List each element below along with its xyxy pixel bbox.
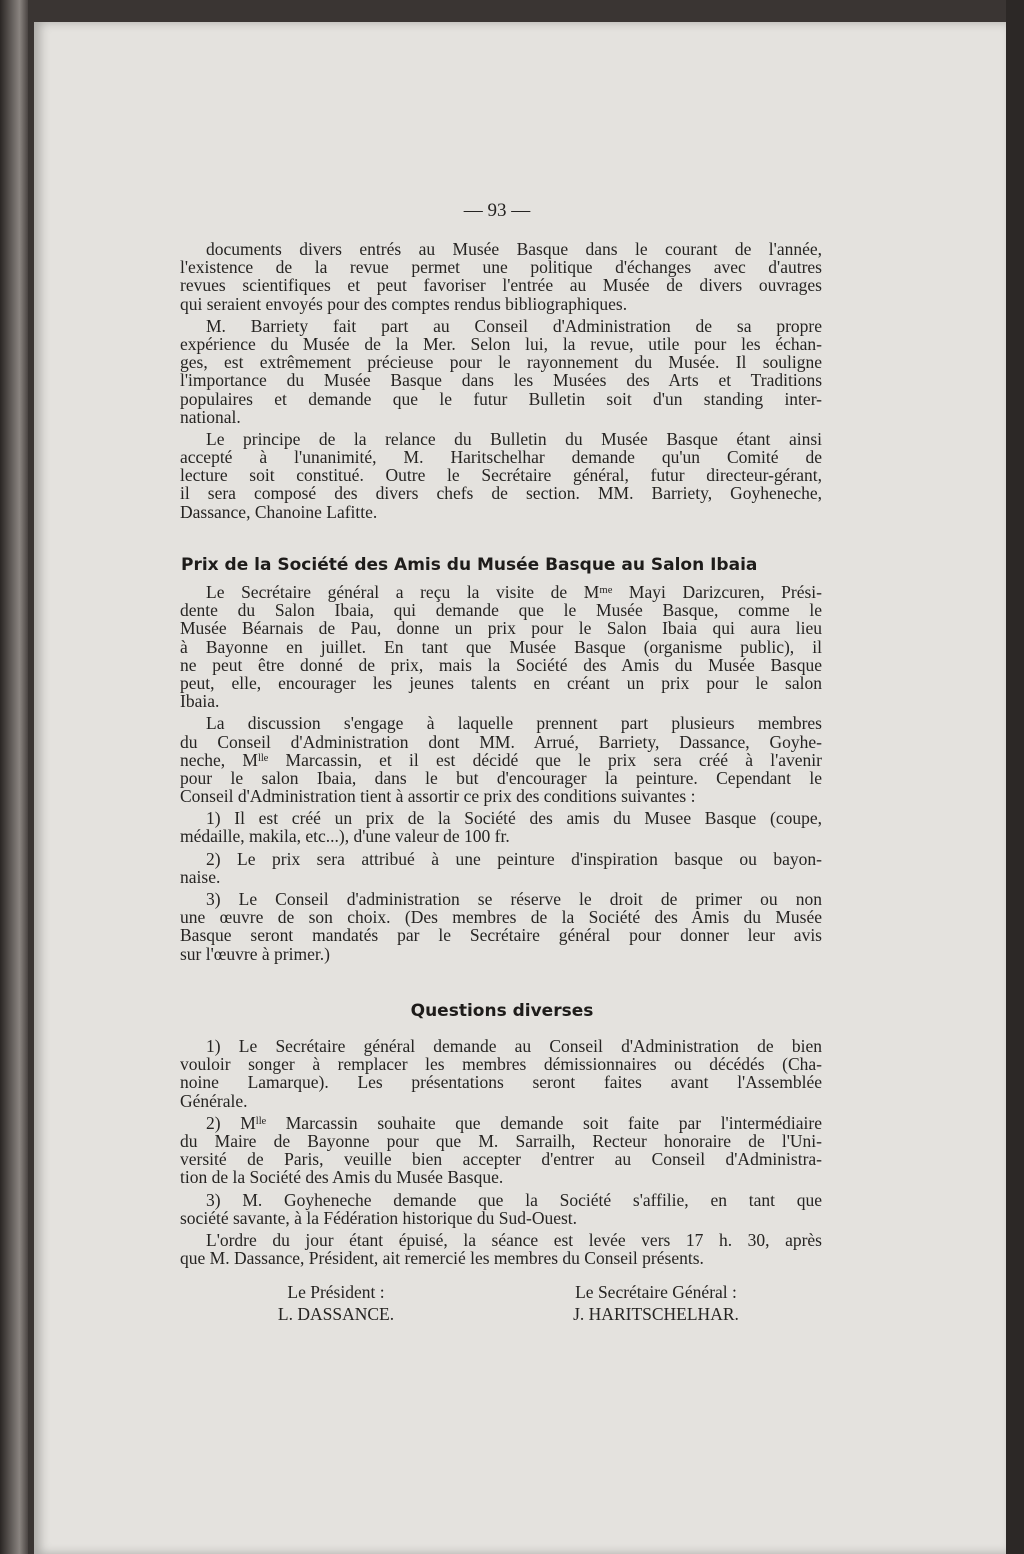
secretary-title: Le Secrétaire Général : — [575, 1282, 737, 1302]
text-line: national. — [180, 406, 241, 427]
text-line: Musée Béarnais de Pau, donne un prix pour le Salon Ibaia qui aura lieu — [180, 618, 822, 639]
text-line: pour le salon Ibaia, dans le but d'encourager la peinture. Cependant le — [180, 767, 822, 788]
text-line: ges, est extrêmement précieuse pour le rayonnement du Musée. Il souligne — [180, 352, 822, 373]
prix-section-text — [180, 583, 822, 967]
text-line: peut, elle, encourager les jeunes talents en créant un prix pour le salon — [180, 672, 822, 693]
paragraph — [180, 714, 822, 805]
paragraph — [180, 583, 822, 710]
paragraph — [180, 1037, 822, 1110]
text-line: 1) Il est créé un prix de la Société des amis du Musee Basque (coupe, — [206, 808, 822, 829]
paragraph — [180, 850, 822, 886]
text-line: documents divers entrés au Musée Basque dans le courant de l'année, — [206, 239, 822, 259]
text-line: L'ordre du jour étant épuisé, la séance est levée vers 17 h. 30, après — [206, 1229, 822, 1250]
text-line: sur l'œuvre à primer.) — [180, 943, 330, 964]
paragraph — [180, 240, 822, 313]
text-line: 1) Le Secrétaire général demande au Conseil d'Administration de bien — [206, 1036, 822, 1056]
paragraph — [180, 890, 822, 963]
text-line: Conseil d'Administration tient à assortir ce prix des conditions suivantes : — [180, 786, 696, 807]
facing-page-edge — [0, 0, 28, 1554]
text-line: 3) Le Conseil d'administration se réserve le droit de primer ou non — [206, 889, 822, 909]
text-line: l'existence de la revue permet une politique d'échanges avec d'autres — [180, 257, 822, 278]
text-line: Dassance, Chanoine Lafitte. — [180, 501, 378, 522]
text-line: une œuvre de son choix. (Des membres de la Société des Amis du Musée — [180, 907, 822, 928]
minutes-text-block — [180, 240, 822, 525]
text-line: populaires et demande que le futur Bulletin soit d'un standing inter- — [180, 388, 822, 409]
president-name: L. DASSANCE. — [277, 1304, 395, 1324]
text-line: Ibaia. — [180, 691, 220, 712]
text-line: l'importance du Musée Basque dans les Musées des Arts et Traditions — [180, 370, 822, 391]
text-line: expérience du Musée de la Mer. Selon lui, la revue, utile pour les échan- — [180, 333, 822, 354]
text-line: Générale. — [180, 1090, 248, 1111]
text-line: société savante, à la Fédération historique du Sud-Ouest. — [180, 1207, 578, 1228]
signature-president — [206, 1281, 466, 1325]
president-title: Le Président : — [287, 1282, 385, 1302]
text-line: Le principe de la relance du Bulletin du Musée Basque étant ainsi — [206, 428, 822, 449]
text-line: Basque seront mandatés par le Secrétaire général pour donner leur avis — [180, 925, 822, 946]
text-line: M. Barriety fait part au Conseil d'Administration de sa propre — [206, 315, 822, 336]
text-line: vouloir songer à remplacer les membres démissionnaires ou décédés (Cha- — [180, 1054, 822, 1075]
text-line: neche, Mˡˡᵉ Marcassin, et il est décidé que le prix sera créé à l'avenir — [180, 749, 822, 770]
paragraph — [180, 1191, 822, 1227]
secretary-name: J. HARITSCHELHAR. — [573, 1304, 739, 1324]
text-line: 2) Le prix sera attribué à une peinture d'inspiration basque ou bayon- — [206, 848, 822, 869]
text-line: il sera composé des divers chefs de section. MM. Barriety, Goyheneche, — [180, 483, 822, 504]
text-line: du Maire de Bayonne pour que M. Sarrailh, Recteur honoraire de l'Uni- — [180, 1130, 822, 1151]
paragraph — [180, 317, 822, 426]
text-line: versité de Paris, veuille bien accepter d'entrer au Conseil d'Administra- — [180, 1149, 822, 1170]
paragraph — [180, 1114, 822, 1187]
text-line: ne peut être donné de prix, mais la Société des Amis du Musée Basque — [180, 654, 822, 675]
text-line: 3) M. Goyheneche demande que la Société s'affilie, en tant que — [206, 1189, 822, 1210]
page-number: — 93 — — [463, 200, 531, 221]
text-line: noine Lamarque). Les présentations seront faites avant l'Assemblée — [180, 1072, 822, 1093]
text-line: médaille, makila, etc...), d'une valeur de 100 fr. — [180, 826, 510, 847]
section-heading-questions: Questions diverses — [410, 1001, 594, 1021]
paragraph — [180, 1231, 822, 1267]
text-line: lecture soit constitué. Outre le Secrétaire général, futur directeur-gérant, — [180, 465, 822, 486]
text-line: du Conseil d'Administration dont MM. Arrué, Barriety, Dassance, Goyhe- — [180, 731, 822, 752]
scan-border — [1006, 0, 1024, 1554]
section-heading-prix: Prix de la Société des Amis du Musée Basque au Salon Ibaia — [181, 555, 758, 575]
text-line: tion de la Société des Amis du Musée Basque. — [180, 1167, 504, 1188]
text-line: qui seraient envoyés pour des comptes rendus bibliographiques. — [180, 293, 628, 314]
text-line: revues scientifiques et peut favoriser l'entrée au Musée de divers ouvrages — [180, 275, 822, 296]
text-line: à Bayonne en juillet. En tant que Musée Basque (organisme public), il — [180, 636, 822, 657]
questions-section-text — [180, 1037, 822, 1271]
text-line: que M. Dassance, Président, ait remercié les membres du Conseil présents. — [180, 1248, 704, 1269]
signature-secretary — [526, 1281, 786, 1325]
paragraph — [180, 430, 822, 521]
text-line: Le Secrétaire général a reçu la visite de Mᵐᵉ Mayi Darizcuren, Prési- — [206, 582, 822, 602]
text-line: 2) Mˡˡᵉ Marcassin souhaite que demande soit faite par l'intermédiaire — [206, 1112, 822, 1133]
text-line: accepté à l'unanimité, M. Haritschelhar demande qu'un Comité de — [180, 447, 822, 468]
paragraph — [180, 809, 822, 845]
text-line: naise. — [180, 866, 221, 887]
text-line: dente du Salon Ibaia, qui demande que le Musée Basque, comme le — [180, 600, 822, 621]
text-line: La discussion s'engage à laquelle prennent part plusieurs membres — [206, 713, 822, 734]
